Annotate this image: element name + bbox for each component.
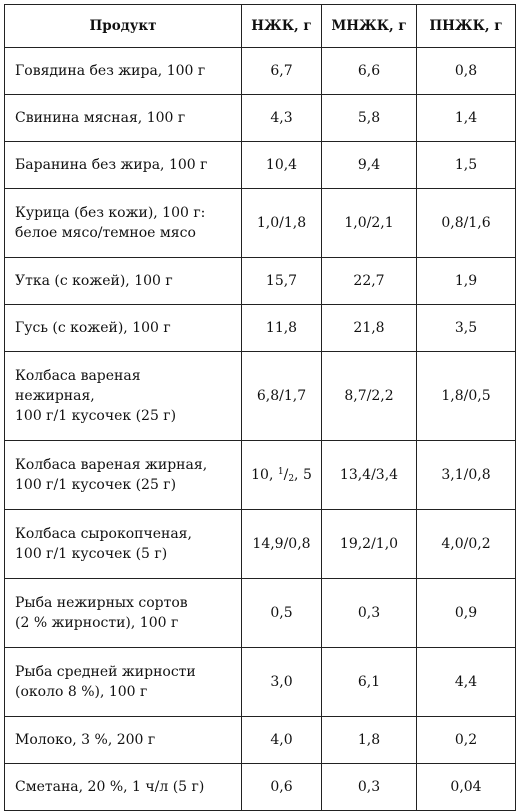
- cell-product: [5, 717, 242, 764]
- cell-mnzhk: 9,4: [322, 142, 417, 189]
- cell-pnzhk: 0,9: [417, 579, 516, 648]
- table-row: [5, 510, 516, 579]
- cell-mnzhk: 8,7/2,2: [322, 352, 417, 441]
- cell-nzhk: 0,5: [242, 579, 322, 648]
- cell-nzhk: 6,7: [242, 48, 322, 95]
- cell-mnzhk: 1,0/2,1: [322, 189, 417, 258]
- cell-mnzhk: 22,7: [322, 258, 417, 305]
- cell-product: [5, 764, 242, 811]
- product-line: 100 г/1 кусочек (25 г): [15, 408, 177, 424]
- product-line: Утка (с кожей), 100 г: [15, 273, 173, 289]
- cell-mnzhk: 19,2/1,0: [322, 510, 417, 579]
- cell-product: [5, 510, 242, 579]
- product-line: белое мясо/темное мясо: [15, 225, 196, 241]
- product-line: Колбаса сырокопченая,: [15, 526, 192, 542]
- table-row: [5, 352, 516, 441]
- header-product: Продукт: [5, 5, 242, 48]
- cell-product: [5, 189, 242, 258]
- cell-nzhk: 0,6: [242, 764, 322, 811]
- product-line: нежирная,: [15, 388, 95, 404]
- product-line: Рыба нежирных сортов: [15, 595, 188, 611]
- cell-pnzhk: 0,04: [417, 764, 516, 811]
- cell-pnzhk: 1,8/0,5: [417, 352, 516, 441]
- cell-pnzhk: 3,5: [417, 305, 516, 352]
- cell-mnzhk: 13,4/3,4: [322, 441, 417, 510]
- product-line: Молоко, 3 %, 200 г: [15, 732, 156, 748]
- cell-nzhk: 10, $^1/_2$, 5: [242, 441, 322, 510]
- cell-mnzhk: 21,8: [322, 305, 417, 352]
- table-body: [5, 48, 516, 811]
- cell-nzhk: 6,8/1,7: [242, 352, 322, 441]
- cell-nzhk: 11,8: [242, 305, 322, 352]
- cell-product: [5, 48, 242, 95]
- cell-pnzhk: 4,0/0,2: [417, 510, 516, 579]
- cell-mnzhk: 0,3: [322, 579, 417, 648]
- table-header: [5, 5, 516, 48]
- header-pnzhk: ПНЖК, г: [417, 5, 516, 48]
- table-row: [5, 48, 516, 95]
- cell-nzhk: 4,0: [242, 717, 322, 764]
- cell-product: [5, 441, 242, 510]
- cell-product: [5, 579, 242, 648]
- table-row: [5, 142, 516, 189]
- cell-pnzhk: 3,1/0,8: [417, 441, 516, 510]
- cell-nzhk: 4,3: [242, 95, 322, 142]
- cell-mnzhk: 6,1: [322, 648, 417, 717]
- table-row: [5, 764, 516, 811]
- product-line: Сметана, 20 %, 1 ч/л (5 г): [15, 779, 205, 795]
- product-line: Гусь (с кожей), 100 г: [15, 320, 171, 336]
- header-nzhk: НЖК, г: [242, 5, 322, 48]
- cell-nzhk: 14,9/0,8: [242, 510, 322, 579]
- cell-pnzhk: 0,8: [417, 48, 516, 95]
- cell-product: [5, 95, 242, 142]
- product-line: (2 % жирности), 100 г: [15, 615, 179, 631]
- header-mnzhk: МНЖК, г: [322, 5, 417, 48]
- cell-mnzhk: 1,8: [322, 717, 417, 764]
- cell-nzhk: 3,0: [242, 648, 322, 717]
- product-line: Говядина без жира, 100 г: [15, 63, 206, 79]
- fat-content-table: [4, 4, 516, 811]
- product-line: (около 8 %), 100 г: [15, 684, 148, 700]
- cell-pnzhk: 1,9: [417, 258, 516, 305]
- cell-product: [5, 648, 242, 717]
- table-row: [5, 648, 516, 717]
- product-line: Колбаса вареная жирная,: [15, 457, 208, 473]
- table-row: [5, 258, 516, 305]
- table-row: [5, 441, 516, 510]
- product-line: 100 г/1 кусочек (5 г): [15, 546, 168, 562]
- product-line: 100 г/1 кусочек (25 г): [15, 477, 177, 493]
- table-row: [5, 189, 516, 258]
- table-row: [5, 95, 516, 142]
- cell-pnzhk: 0,2: [417, 717, 516, 764]
- cell-nzhk: 15,7: [242, 258, 322, 305]
- table-row: [5, 579, 516, 648]
- cell-product: [5, 142, 242, 189]
- cell-pnzhk: 4,4: [417, 648, 516, 717]
- product-line: Курица (без кожи), 100 г:: [15, 205, 206, 221]
- cell-pnzhk: 1,5: [417, 142, 516, 189]
- cell-mnzhk: 0,3: [322, 764, 417, 811]
- cell-pnzhk: 1,4: [417, 95, 516, 142]
- table-row: [5, 305, 516, 352]
- cell-nzhk: 10,4: [242, 142, 322, 189]
- product-line: Свинина мясная, 100 г: [15, 110, 186, 126]
- cell-nzhk: 1,0/1,8: [242, 189, 322, 258]
- product-line: Колбаса вареная: [15, 368, 141, 384]
- fat-content-table-wrapper: [4, 4, 516, 811]
- table-row: [5, 717, 516, 764]
- cell-product: [5, 258, 242, 305]
- product-line: Баранина без жира, 100 г: [15, 157, 208, 173]
- cell-product: [5, 305, 242, 352]
- cell-product: [5, 352, 242, 441]
- cell-mnzhk: 6,6: [322, 48, 417, 95]
- product-line: Рыба средней жирности: [15, 664, 196, 680]
- cell-mnzhk: 5,8: [322, 95, 417, 142]
- cell-pnzhk: 0,8/1,6: [417, 189, 516, 258]
- header-row: [5, 5, 516, 48]
